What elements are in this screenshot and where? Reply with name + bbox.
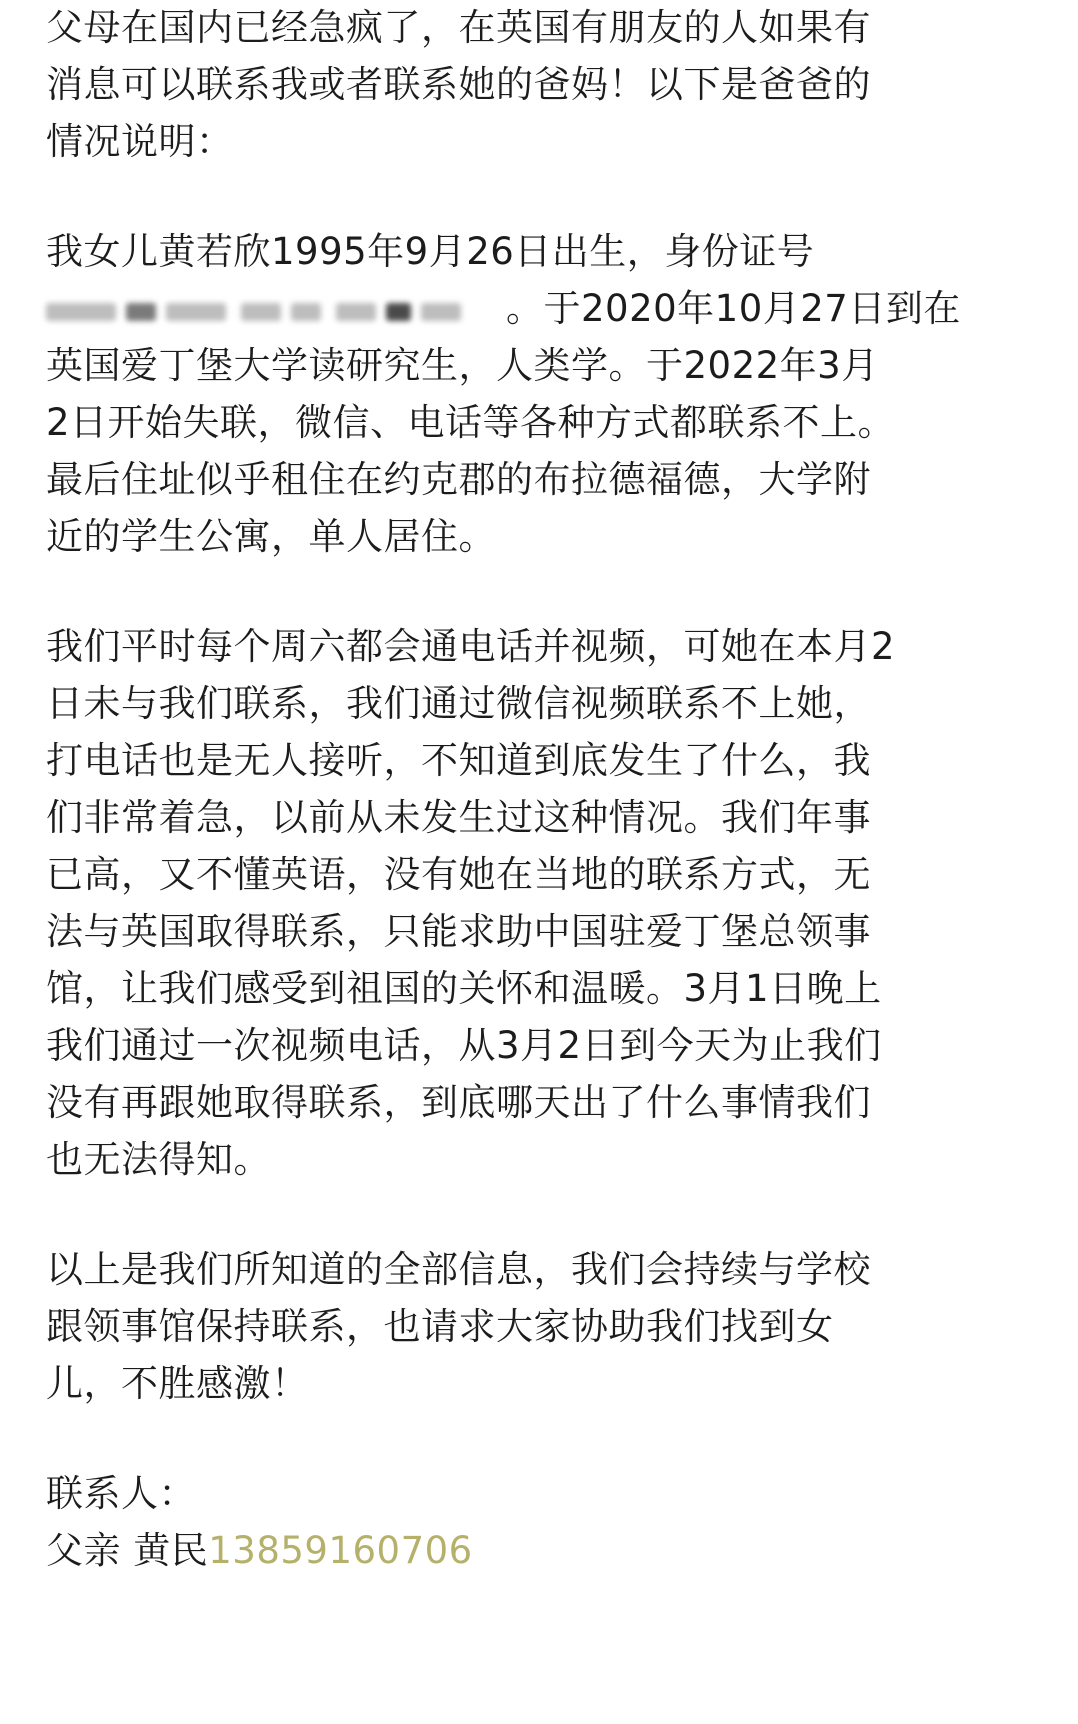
contact-line <box>46 1527 473 1575</box>
text-line-id <box>46 285 961 333</box>
text-line: 没有再跟她取得联系，到底哪天出了什么事情我们 <box>46 1081 871 1124</box>
text-line: 我们平时每个周六都会通电话并视频，可她在本月2 <box>46 625 896 668</box>
text-line: 打电话也是无人接听，不知道到底发生了什么，我 <box>46 739 871 782</box>
text-line: 英国爱丁堡大学读研究生，人类学。于2022年3月 <box>46 344 879 387</box>
text-line-suffix: 。于2020年10月27日到在 <box>506 287 961 330</box>
text-line: 们非常着急，以前从未发生过这种情况。我们年事 <box>46 796 871 839</box>
text-line: 已高，又不懂英语，没有她在当地的联系方式，无 <box>46 853 871 896</box>
text-line: 我女儿黄若欣1995年9月26日出生，身份证号 <box>46 230 815 273</box>
text-line: 也无法得知。 <box>46 1138 271 1181</box>
text-line: 我们通过一次视频电话，从3月2日到今天为止我们 <box>46 1024 882 1067</box>
text-line: 父母在国内已经急疯了，在英国有朋友的人如果有 <box>46 6 871 49</box>
text-line: 馆，让我们感受到祖国的关怀和温暖。3月1日晚上 <box>46 967 882 1010</box>
text-line: 法与英国取得联系，只能求助中国驻爱丁堡总领事 <box>46 910 871 953</box>
text-line: 2日开始失联，微信、电话等各种方式都联系不上。 <box>46 401 896 444</box>
phone-number-link[interactable]: 13859160706 <box>208 1529 473 1572</box>
text-line: 跟领事馆保持联系，也请求大家协助我们找到女 <box>46 1305 834 1348</box>
text-line: 儿，不胜感激！ <box>46 1362 309 1405</box>
redacted-id-number <box>46 294 506 328</box>
text-line: 情况说明： <box>46 120 234 163</box>
contact-label: 联系人： <box>46 1472 196 1515</box>
text-line: 最后住址似乎租住在约克郡的布拉德福德，大学附 <box>46 458 871 501</box>
text-line: 近的学生公寓，单人居住。 <box>46 515 496 558</box>
text-line: 消息可以联系我或者联系她的爸妈！以下是爸爸的 <box>46 63 871 106</box>
contact-name: 父亲 黄民 <box>46 1529 209 1572</box>
text-line: 日未与我们联系，我们通过微信视频联系不上她， <box>46 682 871 725</box>
text-line: 以上是我们所知道的全部信息，我们会持续与学校 <box>46 1248 871 1291</box>
